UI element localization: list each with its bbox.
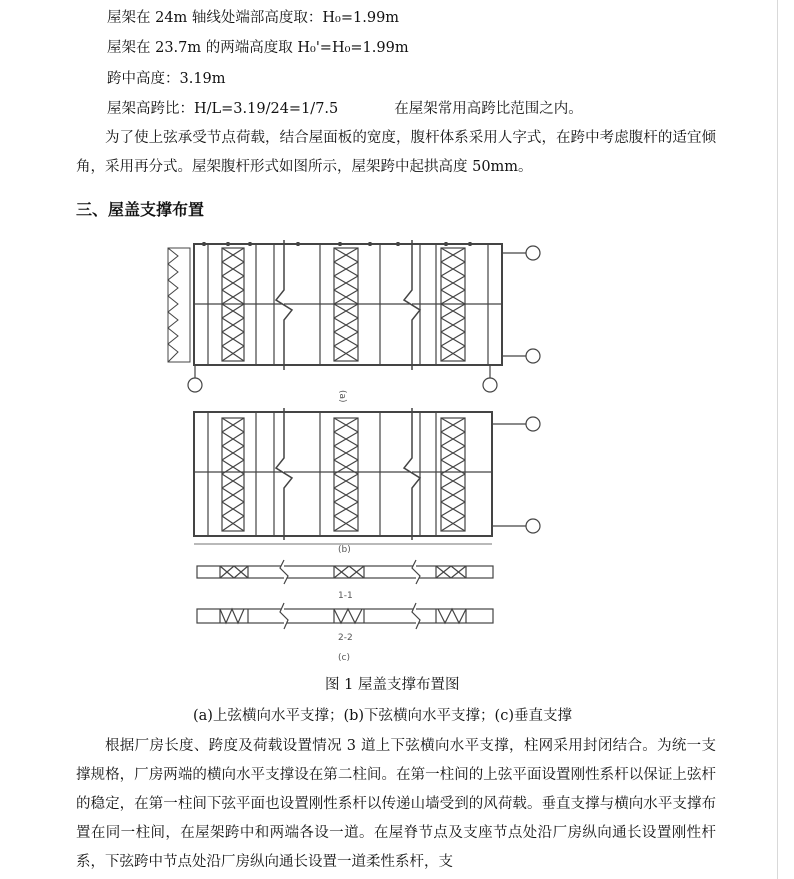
text-line-both-end-height: 屋架在 23.7m 的两端高度取 H₀'=H₀=1.99m — [107, 40, 409, 56]
plan-a — [168, 240, 540, 392]
text-line-end-height: 屋架在 24m 轴线处端部高度取：H₀=1.99m — [107, 10, 400, 26]
bracing-bay-left-b — [222, 418, 244, 531]
end-truss-elevation — [168, 248, 190, 362]
label-1-1: 1-1 — [338, 591, 353, 601]
ratio-note: 在屋架常用高跨比范围之内。 — [394, 101, 583, 117]
plan-b-outline — [194, 412, 492, 536]
section-2-2 — [197, 603, 493, 629]
axis-bubble — [526, 246, 540, 260]
label-a: (a) — [337, 390, 347, 403]
section-heading: 三、屋盖支撑布置 — [76, 200, 205, 219]
ratio-formula: 屋架高跨比：H/L=3.19/24=1/7.5 — [107, 101, 339, 117]
section-1-1 — [197, 560, 493, 584]
figure-subcaption: (a)上弦横向水平支撑；(b)下弦横向水平支撑；(c)垂直支撑 — [193, 708, 572, 724]
axis-bubble — [483, 378, 497, 392]
break-mark — [404, 240, 420, 370]
axis-bubble — [188, 378, 202, 392]
label-2-2: 2-2 — [338, 633, 353, 643]
figure-caption: 图 1 屋盖支撑布置图 — [325, 677, 460, 693]
plan-b — [194, 408, 540, 544]
bracing-bay-middle-b — [334, 418, 358, 531]
text-line-midspan-height: 跨中高度：3.19m — [107, 71, 226, 87]
axis-bubble — [526, 349, 540, 363]
paragraph-bracing-description: 根据厂房长度、跨度及荷载设置情况 3 道上下弦横向水平支撑，柱网采用封闭结合。为统一支撑规格，厂房两端的横向水平支撑设在第二柱间。在第一柱间的上弦平面设置刚性系杆以保证上弦杆的稳定，在第一柱间下弦平面也设置刚性系杆以传递山墙受到的风荷载。垂直支撑与横向水平支撑布置在同一柱间，在屋架跨中和两端各设一道。在屋脊节点及支座节点处沿厂房纵向通长设置刚性杆系，下弦跨中节点处沿厂房纵向通长设置一道柔性系杆，支 — [76, 738, 716, 870]
axis-bubble — [526, 417, 540, 431]
break-mark — [276, 240, 292, 370]
label-b: (b) — [338, 545, 351, 555]
label-c: (c) — [338, 653, 350, 663]
paragraph-web-members: 为了使上弦承受节点荷载，结合屋面板的宽度，腹杆体系采用人字式，在跨中考虑腹杆的适宜倾角，采用再分式。屋架腹杆形式如图所示，屋架跨中起拱高度 50mm。 — [76, 130, 716, 175]
bracing-bay-right-b — [441, 418, 465, 531]
axis-bubble — [526, 519, 540, 533]
